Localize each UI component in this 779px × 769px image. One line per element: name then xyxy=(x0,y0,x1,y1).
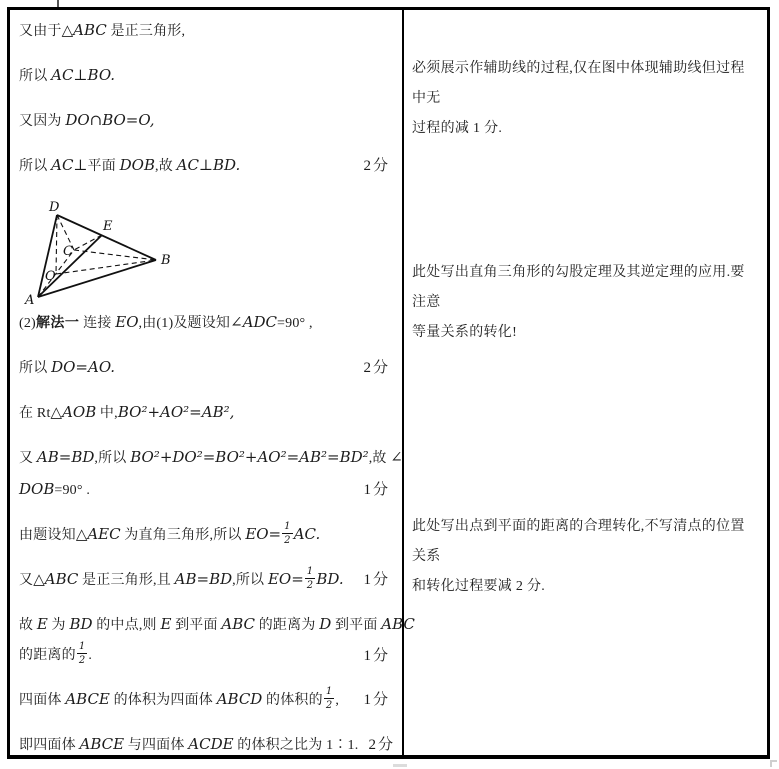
text-segment: 的中点,则 xyxy=(92,618,161,633)
tetrahedron-figure xyxy=(23,194,390,307)
bold-segment: 解法一 xyxy=(35,316,80,331)
math-segment: △AOB xyxy=(50,403,97,421)
text-segment: , xyxy=(335,693,340,708)
math-segment: EO= xyxy=(267,570,304,588)
solution-line xyxy=(19,60,390,92)
text-segment: =90° , xyxy=(277,316,313,331)
math-segment: BD. xyxy=(316,570,344,588)
grading-note-line: 等量关系的转化! xyxy=(412,325,518,340)
solution-line xyxy=(19,684,390,716)
solution-line-text xyxy=(19,307,313,339)
grading-note-line: 过程的减 1 分. xyxy=(412,121,503,136)
grading-table xyxy=(7,7,770,759)
math-segment: △ABC xyxy=(33,570,79,588)
math-segment: ∠ADC xyxy=(230,313,278,331)
math-segment: AB=BD xyxy=(174,570,233,588)
solution-line xyxy=(19,150,390,182)
text-segment: 连接 xyxy=(79,316,116,331)
math-segment: AC⊥ xyxy=(51,156,88,174)
hidden-edge-line xyxy=(56,215,57,274)
text-segment: =90° . xyxy=(54,483,91,498)
text-segment: ,所以 xyxy=(232,573,268,588)
solution-line-text xyxy=(19,15,185,47)
math-segment: ACDE xyxy=(188,735,234,753)
fraction-denominator: 2 xyxy=(306,579,314,591)
text-segment: 又 xyxy=(19,573,34,588)
text-segment: 的体积为四面体 xyxy=(109,693,217,708)
solution-lines-top xyxy=(19,15,390,182)
solution-line xyxy=(19,474,390,506)
solution-line-text xyxy=(19,442,403,474)
score-badge: 2分 xyxy=(368,737,395,753)
math-segment: E xyxy=(160,615,172,633)
text-segment: . xyxy=(88,648,93,663)
math-segment: AC⊥BD. xyxy=(176,156,241,174)
solution-line-text xyxy=(19,474,90,506)
text-segment: 所以 xyxy=(19,361,52,376)
fraction-numerator: 1 xyxy=(306,566,314,578)
text-segment: 到平面 xyxy=(331,618,382,633)
math-segment: E xyxy=(36,615,48,633)
solution-line xyxy=(19,397,390,429)
text-segment: 的距离为 xyxy=(255,618,320,633)
solution-line-text xyxy=(19,684,339,716)
solution-line-text xyxy=(19,150,240,182)
visible-edge-line xyxy=(38,260,156,297)
math-segment: DOB xyxy=(119,156,155,174)
math-segment: DOB xyxy=(19,480,55,498)
solution-line xyxy=(19,15,390,47)
solution-line xyxy=(19,729,395,761)
math-segment: AC. xyxy=(293,525,321,543)
score-badge: 1分 xyxy=(363,482,390,498)
solution-line-text xyxy=(19,564,344,596)
vertex-label: A xyxy=(25,293,35,307)
text-segment: 中, xyxy=(96,406,118,421)
fraction xyxy=(282,521,293,546)
score-badge: 2分 xyxy=(363,158,390,174)
vertex-label: B xyxy=(161,253,171,268)
text-segment: ,故 xyxy=(155,159,177,174)
text-segment: 四面体 xyxy=(19,693,66,708)
vertex-label: E xyxy=(103,219,113,234)
math-segment: AC⊥BO. xyxy=(51,66,116,84)
text-segment: (2) xyxy=(19,316,36,331)
text-segment: 是正三角形, xyxy=(106,24,186,39)
math-segment: EO= xyxy=(245,525,282,543)
math-segment: D xyxy=(319,615,332,633)
text-segment: 到平面 xyxy=(171,618,222,633)
solution-line-text xyxy=(19,609,415,641)
math-segment: BO²+AO²=AB², xyxy=(117,403,235,421)
math-segment: DO=AO. xyxy=(51,358,116,376)
score-badge: 1分 xyxy=(363,692,390,708)
math-segment: AB=BD xyxy=(36,448,95,466)
text-segment: 所以 xyxy=(19,159,52,174)
solution-line-text xyxy=(19,60,115,92)
grading-note xyxy=(404,512,767,602)
text-segment: 由题设知 xyxy=(19,528,76,543)
grading-note-line: 必须展示作辅助线的过程,仅在图中体现辅助线但过程中无 xyxy=(412,61,745,106)
solution-line-text xyxy=(19,641,92,671)
text-segment: 在 Rt xyxy=(19,406,51,421)
math-segment: BD xyxy=(69,615,93,633)
text-segment: 为直角三角形,所以 xyxy=(120,528,246,543)
text-segment: 的体积的 xyxy=(262,693,323,708)
fraction xyxy=(305,566,316,591)
math-segment: ABC xyxy=(221,615,256,633)
solution-line-text xyxy=(19,729,358,761)
math-segment: ABCE xyxy=(65,690,110,708)
solution-line-text xyxy=(19,519,320,551)
solution-line xyxy=(19,307,390,339)
score-badge: 1分 xyxy=(363,648,390,664)
math-segment: EO xyxy=(115,313,139,331)
fraction-numerator: 1 xyxy=(284,521,291,533)
grading-note-line: 和转化过程要减 2 分. xyxy=(412,579,546,594)
score-badge: 2分 xyxy=(363,360,390,376)
scan-artifact-mark xyxy=(393,764,407,767)
fraction-denominator: 2 xyxy=(284,534,291,546)
grading-note-line: 此处写出点到平面的距离的合理转化,不写清点的位置关系 xyxy=(412,519,745,564)
solution-line xyxy=(19,609,415,641)
comments-column xyxy=(404,10,767,755)
vertex-label: O xyxy=(45,269,56,284)
math-segment: DO∩BO=O, xyxy=(65,111,155,129)
tetrahedron-diagram-svg xyxy=(23,194,193,307)
grading-note xyxy=(404,54,767,144)
grading-note xyxy=(404,258,767,348)
fraction-numerator: 1 xyxy=(325,686,333,698)
text-segment: 又由于 xyxy=(19,24,62,39)
hidden-edge-line xyxy=(56,260,156,274)
math-segment: △AEC xyxy=(75,525,121,543)
fraction-numerator: 1 xyxy=(78,641,86,653)
solution-line xyxy=(19,641,390,671)
table-column-remnant-line xyxy=(57,0,59,7)
vertex-label: C xyxy=(63,244,73,259)
solution-line xyxy=(19,564,390,596)
math-segment: ABC xyxy=(381,615,415,633)
grading-note-line: 此处写出直角三角形的勾股定理及其逆定理的应用.要注意 xyxy=(412,265,745,310)
fraction xyxy=(77,641,88,666)
math-segment: ABCE xyxy=(79,735,125,753)
math-segment: △ABC xyxy=(61,21,107,39)
text-segment: ,故 xyxy=(368,451,391,466)
solution-line-text xyxy=(19,397,234,429)
fraction-denominator: 2 xyxy=(325,699,333,711)
math-segment: BO²+DO²=BO²+AO²=AB²=BD² xyxy=(130,448,369,466)
solution-column xyxy=(10,10,415,755)
text-segment: 又因为 xyxy=(19,114,66,129)
solution-line xyxy=(19,519,390,551)
solution-line xyxy=(19,442,403,474)
text-segment: 的体积之比为 1∶1. xyxy=(233,738,359,753)
solution-line-text xyxy=(19,105,155,137)
visible-edge-line xyxy=(38,215,57,297)
text-segment: 的距离的 xyxy=(19,648,76,663)
solution-line xyxy=(19,105,390,137)
scan-artifact-corner xyxy=(770,760,777,767)
text-segment: ,由(1)及题设知 xyxy=(138,316,231,331)
math-segment: ABCD xyxy=(216,690,263,708)
text-segment: ,所以 xyxy=(94,451,131,466)
fraction xyxy=(324,686,335,711)
text-segment: 又 xyxy=(19,451,37,466)
solution-line-text xyxy=(19,352,115,384)
math-segment: ∠ xyxy=(390,448,403,466)
fraction-denominator: 2 xyxy=(78,654,86,666)
text-segment: 所以 xyxy=(19,69,52,84)
text-segment: 为 xyxy=(47,618,70,633)
solution-lines-bottom xyxy=(19,307,415,761)
text-segment: 平面 xyxy=(87,159,120,174)
text-segment: 是正三角形,且 xyxy=(78,573,175,588)
text-segment: 与四面体 xyxy=(124,738,189,753)
text-segment: 故 xyxy=(19,618,37,633)
text-segment: 即四面体 xyxy=(19,738,80,753)
score-badge: 1分 xyxy=(363,572,390,588)
solution-line xyxy=(19,352,390,384)
vertex-label: D xyxy=(49,200,60,215)
